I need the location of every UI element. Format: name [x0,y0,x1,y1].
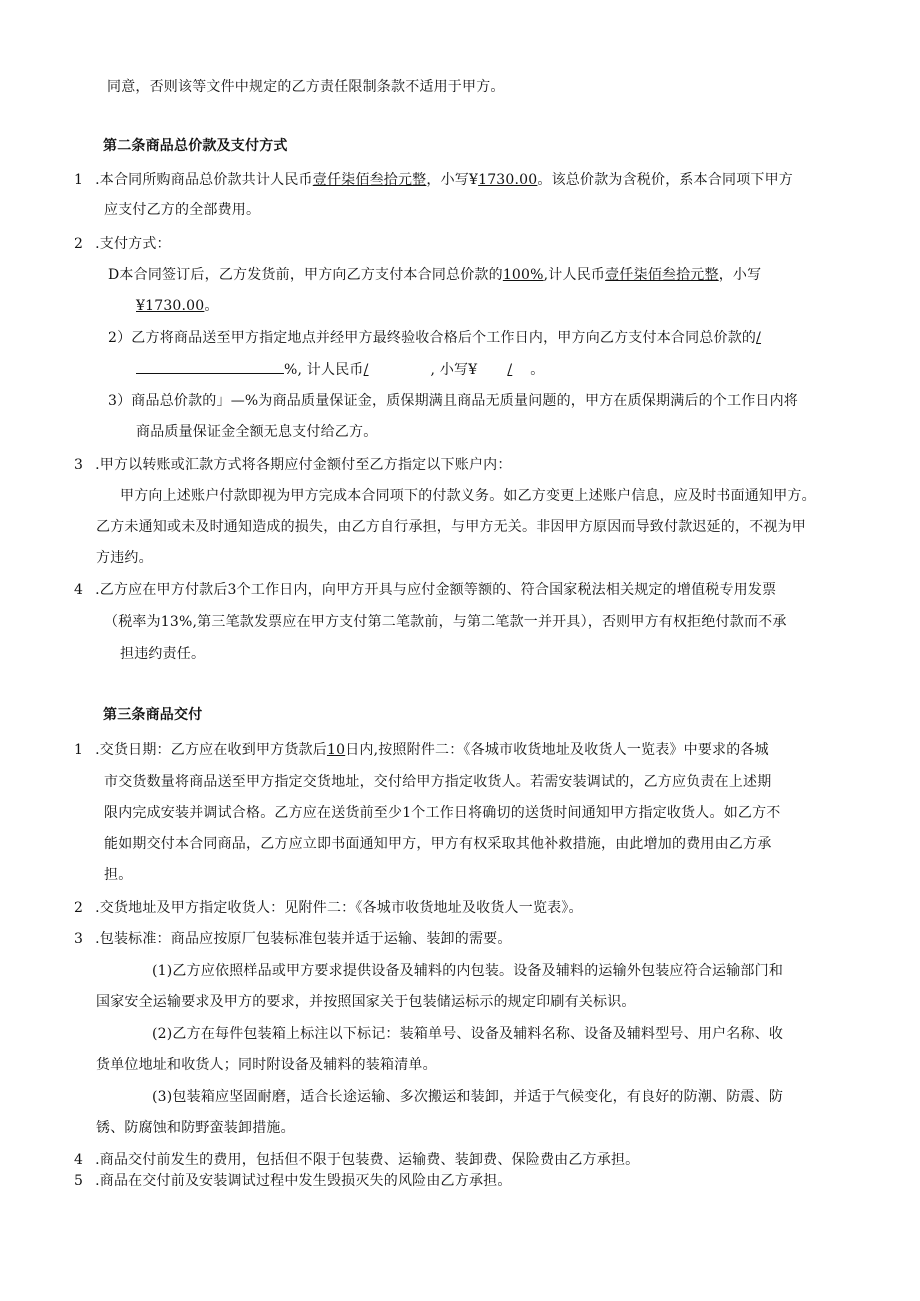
text: D本合同签订后，乙方发货前，甲方向乙方支付本合同总价款的 [108,267,503,283]
text: 。 [204,298,219,314]
blank-line [136,359,284,374]
item-number: 2 [74,236,84,252]
sec2-item-3-l2: 乙方未通知或未及时通知造成的损失，由乙方自行承担，与甲方无关。非因甲方原因而导致付款迟延的，不视为甲 [96,519,806,535]
amount-chinese: 壹仟柒佰叁拾元整 [605,267,719,283]
text: ，小写¥ [426,172,479,188]
sec3-item-1-l4: 能如期交付本合同商品，乙方应立即书面通知甲方，甲方有权采取其他补救措施，由此增加的费用由乙方承 [104,836,772,852]
text: .本合同所购商品总价款共计人民币 [95,172,313,188]
sec2-item-3 [74,455,512,475]
item-number: 1 [74,742,84,758]
text: 。该总价款为含税价，系本合同项下甲方 [537,172,793,188]
text: .商品在交付前及安装调试过程中发生毁损灭失的风险由乙方承担。 [95,1173,512,1189]
item-number: 5 [74,1173,84,1189]
sec2-item-1 [74,170,793,190]
sec2-item-1-line2: 应支付乙方的全部费用。 [104,202,261,218]
sec2-item-4-l3: 担违约责任。 [120,646,206,662]
packing-rule-2-l2: 货单位地址和收货人；同时附设备及辅料的装箱清单。 [96,1057,437,1073]
text: .包装标准：商品应按原厂包装标准包装并适于运输、装卸的需要。 [95,931,512,947]
item-number: 1 [74,172,84,188]
intro-line: 同意，否则该等文件中规定的乙方责任限制条款不适用于甲方。 [107,79,505,95]
packing-rule-1-l2: 国家安全运输要求及甲方的要求，并按照国家关于包装储运标示的规定印刷有关标识。 [96,994,636,1010]
sec2-item-4 [74,580,776,600]
sec2-item-4-l2: （税率为13%,第三笔款发票应在甲方支付第二笔款前，与第二笔款一并开具），否则甲方有权拒绝付款而不承 [104,614,787,630]
text: .甲方以转账或汇款方式将各期应付金额付至乙方指定以下账户内： [95,457,512,473]
text: ，小写 [718,267,762,283]
sec3-item-3 [74,929,512,949]
text: .支付方式： [95,236,171,252]
text: ,计人民币 [543,267,606,283]
sec3-item-2 [74,898,583,918]
section-2-heading: 第二条商品总价款及支付方式 [103,138,288,154]
payment-step-1-line2 [136,296,219,316]
item-number: 3 [74,457,84,473]
sec3-item-1-l2: 市交货数量将商品送至甲方指定交货地址，交付给甲方指定收货人。若需安装调试的，乙方应负责在上述期 [104,774,772,790]
amount-number: ¥1730.00 [136,298,205,314]
sec3-item-1 [74,740,769,760]
sec3-item-5 [74,1171,512,1191]
item-number: 3 [74,931,84,947]
payment-step-3-line2: 商品质量保证金全额无息支付给乙方。 [136,424,378,440]
text: .乙方应在甲方付款后3个工作日内，向甲方开具与应付金额等额的、符合国家税法相关规定的增值税专用发票 [95,582,777,598]
sec2-item-3-l3: 方违约。 [96,550,153,566]
text: %, 计人民币 [284,362,364,378]
amount-chinese: 壹仟柒佰叁拾元整 [312,172,427,188]
text: .交货日期：乙方应在收到甲方货款后 [95,742,327,758]
percent-100: 100% [502,267,544,283]
blank-value: / [363,362,369,378]
text: 2）乙方将商品送至甲方指定地点并经甲方最终验收合格后个工作日内，甲方向乙方支付本合同总价款的 [108,330,757,346]
blank-value: / [756,330,762,346]
item-number: 2 [74,900,84,916]
text: .交货地址及甲方指定收货人：见附件二：《各城市收货地址及收货人一览表》。 [95,900,583,916]
sec3-item-1-l5: 担。 [104,867,133,883]
payment-step-1 [108,265,761,285]
item-number: 4 [74,1152,84,1168]
sec3-item-4 [74,1150,639,1170]
text: 日内,按照附件二：《各城市收货地址及收货人一览表》中要求的各城 [345,742,769,758]
packing-rule-3: (3)包装箱应坚固耐磨，适合长途运输、多次搬运和装卸，并适于气候变化，有良好的防潮、防震、防 [152,1089,784,1105]
text: 。 [530,362,545,378]
section-3-heading: 第三条商品交付 [103,707,203,723]
sec2-item-3-l1: 甲方向上述账户付款即视为甲方完成本合同项下的付款义务。如乙方变更上述账户信息，应及时书面通知甲方。 [120,488,816,504]
sec2-item-2 [74,234,171,254]
payment-step-3: 3）商品总价款的」—%为商品质量保证金，质保期满且商品无质量问题的，甲方在质保期满后的个工作日内将 [108,393,799,409]
delivery-days: 10 [326,742,346,758]
blank-value: / [507,362,513,378]
text: , 小写¥ [430,362,478,378]
sec3-item-1-l3: 限内完成安装并调试合格。乙方应在送货前至少1个工作日将确切的送货时间通知甲方指定收货人。如乙方不 [104,805,781,821]
item-number: 4 [74,582,84,598]
amount-number: 1730.00 [478,172,538,188]
packing-rule-3-l2: 锈、防腐蚀和防野蛮装卸措施。 [96,1120,295,1136]
payment-step-2 [108,328,761,348]
payment-step-2-line2 [136,359,544,380]
packing-rule-2: (2)乙方在每件包装箱上标注以下标记：装箱单号、设备及辅料名称、设备及辅料型号、用户名称、收 [152,1026,784,1042]
text: .商品交付前发生的费用，包括但不限于包装费、运输费、装卸费、保险费由乙方承担。 [95,1152,640,1168]
packing-rule-1: (1)乙方应依照样品或甲方要求提供设备及辅料的内包装。设备及辅料的运输外包装应符合运输部门和 [152,963,784,979]
